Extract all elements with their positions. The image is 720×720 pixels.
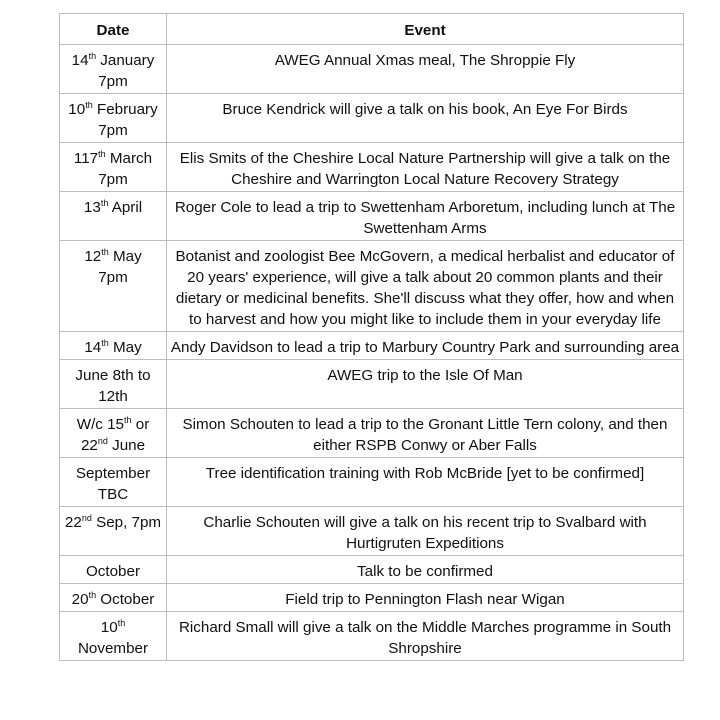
event-description: Andy Davidson to lead a trip to Marbury Country Park and surrounding area: [167, 332, 684, 360]
table-row: [60, 409, 684, 458]
event-date: [60, 143, 167, 192]
table-row: [60, 143, 684, 192]
date-ordinal-suffix: th: [101, 338, 109, 348]
event-description: Talk to be confirmed: [167, 556, 684, 584]
date-rest: May: [108, 339, 142, 356]
date-ordinal-suffix: th: [98, 149, 106, 159]
date-ordinal-suffix: th: [88, 51, 97, 61]
date-day: 12: [84, 248, 102, 265]
date-ordinal-suffix-alt: nd: [97, 436, 108, 446]
date-day: 20: [71, 591, 89, 608]
event-date: [60, 507, 167, 556]
date-day: 10: [100, 619, 118, 636]
date-rest: June 8th to 12th: [75, 367, 151, 405]
date-prefix: 1: [73, 150, 82, 167]
date-day: 13: [83, 199, 101, 216]
table-row: [60, 612, 684, 661]
date-day-alt: 22: [80, 437, 98, 454]
table-row: [60, 192, 684, 241]
date-rest: May 7pm: [98, 248, 142, 286]
event-date: [60, 584, 167, 612]
date-rest: April: [108, 199, 143, 216]
event-date: [60, 332, 167, 360]
event-date: [60, 409, 167, 458]
date-day: 22: [64, 514, 82, 531]
event-description: Richard Small will give a talk on the Middle Marches programme in South Shropshire: [167, 612, 684, 661]
table-row: [60, 584, 684, 612]
date-rest: February 7pm: [96, 101, 158, 139]
table-row: [60, 360, 684, 409]
date-rest: September TBC: [75, 465, 151, 503]
events-table: [59, 13, 684, 661]
date-rest-alt: June: [107, 437, 146, 454]
date-ordinal-suffix: th: [124, 415, 132, 425]
table-row: [60, 45, 684, 94]
date-ordinal-suffix: th: [88, 590, 97, 600]
event-date: [60, 458, 167, 507]
event-date: [60, 94, 167, 143]
event-description: AWEG Annual Xmas meal, The Shroppie Fly: [167, 45, 684, 94]
table-row: [60, 507, 684, 556]
date-day: 14: [84, 339, 102, 356]
date-rest: or: [131, 416, 150, 433]
date-day: 10: [68, 101, 86, 118]
event-date: [60, 360, 167, 409]
table-row: [60, 458, 684, 507]
event-description: AWEG trip to the Isle Of Man: [167, 360, 684, 409]
date-rest: March 7pm: [98, 150, 153, 188]
table-row: [60, 332, 684, 360]
date-day: 15: [107, 416, 125, 433]
date-rest: January 7pm: [98, 52, 155, 90]
table-row: [60, 556, 684, 584]
event-description: Tree identification training with Rob McBride [yet to be confirmed]: [167, 458, 684, 507]
date-ordinal-suffix: th: [101, 247, 109, 257]
event-description: Elis Smits of the Cheshire Local Nature Partnership will give a talk on the Cheshire and Warrington Local Nature Recovery Strategy: [167, 143, 684, 192]
event-date: [60, 612, 167, 661]
table-row: [60, 241, 684, 332]
table-row: [60, 94, 684, 143]
event-date: [60, 241, 167, 332]
date-ordinal-suffix: th: [85, 100, 93, 110]
event-date: [60, 556, 167, 584]
event-date: [60, 45, 167, 94]
header-row: [60, 14, 684, 45]
date-day: 17: [81, 150, 99, 167]
date-ordinal-suffix: th: [117, 618, 126, 628]
date-ordinal-suffix: nd: [81, 513, 92, 523]
event-description: Charlie Schouten will give a talk on his recent trip to Svalbard with Hurtigruten Expeditions: [167, 507, 684, 556]
event-description: Field trip to Pennington Flash near Wigan: [167, 584, 684, 612]
event-description: Bruce Kendrick will give a talk on his book, An Eye For Birds: [167, 94, 684, 143]
date-rest: Sep, 7pm: [91, 514, 162, 531]
date-day: 14: [71, 52, 89, 69]
event-column-header: Event: [167, 14, 684, 45]
date-prefix: W/c: [76, 416, 108, 433]
event-description: Botanist and zoologist Bee McGovern, a medical herbalist and educator of 20 years' experience, will give a talk about 20 common plants and their dietary or medicinal benefits. She'll discuss what they offer, how and when to harvest and how you might like to include them in your everyday life: [167, 241, 684, 332]
date-rest: October: [96, 591, 155, 608]
date-column-header: Date: [60, 14, 167, 45]
date-rest: October: [85, 563, 141, 580]
event-description: Simon Schouten to lead a trip to the Gronant Little Tern colony, and then either RSPB Conwy or Aber Falls: [167, 409, 684, 458]
date-rest: November: [77, 640, 149, 657]
event-description: Roger Cole to lead a trip to Swettenham Arboretum, including lunch at The Swettenham Arms: [167, 192, 684, 241]
event-date: [60, 192, 167, 241]
date-ordinal-suffix: th: [100, 198, 109, 208]
